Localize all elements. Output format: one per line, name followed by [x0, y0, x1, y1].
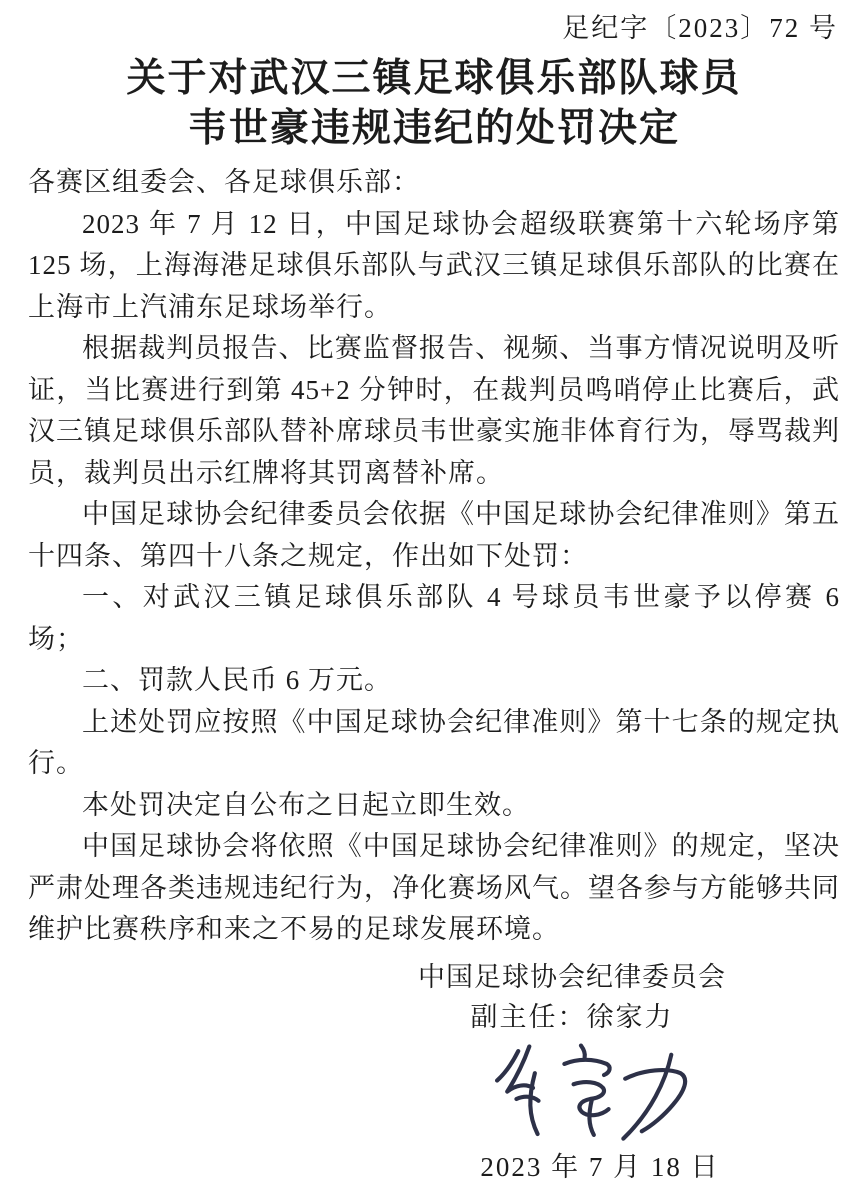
salutation: 各赛区组委会、各足球俱乐部： — [28, 167, 420, 197]
signature-block — [392, 957, 752, 1187]
signing-organization: 中国足球协会纪律委员会 — [418, 961, 726, 992]
document-title — [28, 54, 840, 154]
body-paragraph-penalty-2: 二、罚款人民币 6 万元。 — [82, 665, 392, 695]
body-paragraph-legal-basis: 中国足球协会纪律委员会依据《中国足球协会纪律准则》第五十四条、第四十八条之规定，作出如下处罚： — [28, 499, 840, 571]
body-paragraph-execution: 上述处罚应按照《中国足球协会纪律准则》第十七条的规定执行。 — [28, 706, 840, 778]
document-body — [28, 162, 840, 951]
body-paragraph-effective: 本处罚决定自公布之日起立即生效。 — [82, 789, 530, 820]
handwritten-signature-icon — [476, 1040, 708, 1146]
document-reference-number: 足纪字〔2023〕72 号 — [562, 13, 838, 43]
body-paragraph-closing: 中国足球协会将依照《中国足球协会纪律准则》的规定，坚决严肃处理各类违规违纪行为，净化赛场风气。望各参与方能够共同维护比赛秩序和来之不易的足球发展环境。 — [28, 831, 840, 944]
document-title-line2: 韦世豪违规违纪的处罚决定 — [187, 107, 680, 150]
body-paragraph-incident: 根据裁判员报告、比赛监督报告、视频、当事方情况说明及听证，当比赛进行到第 45+2 分钟时，在裁判员鸣哨停止比赛后，武汉三镇足球俱乐部队替补席球员韦世豪实施非体育行为，辱骂裁判员，裁判员出示红牌将其罚离替补席。 — [28, 333, 840, 488]
signature-date: 2023 年 7 月 18 日 — [480, 1151, 720, 1182]
handwritten-signature — [432, 1039, 752, 1147]
body-paragraph-match-info: 2023 年 7 月 12 日，中国足球协会超级联赛第十六轮场序第 125 场，上海海港足球俱乐部队与武汉三镇足球俱乐部队的比赛在上海市上汽浦东足球场举行。 — [28, 208, 840, 322]
signer-title-and-name: 副主任：徐家力 — [470, 1001, 674, 1032]
body-paragraph-penalty-1: 一、对武汉三镇足球俱乐部队 4 号球员韦世豪予以停赛 6 场； — [28, 582, 840, 654]
document-title-line1: 关于对武汉三镇足球俱乐部队球员 — [126, 57, 742, 100]
